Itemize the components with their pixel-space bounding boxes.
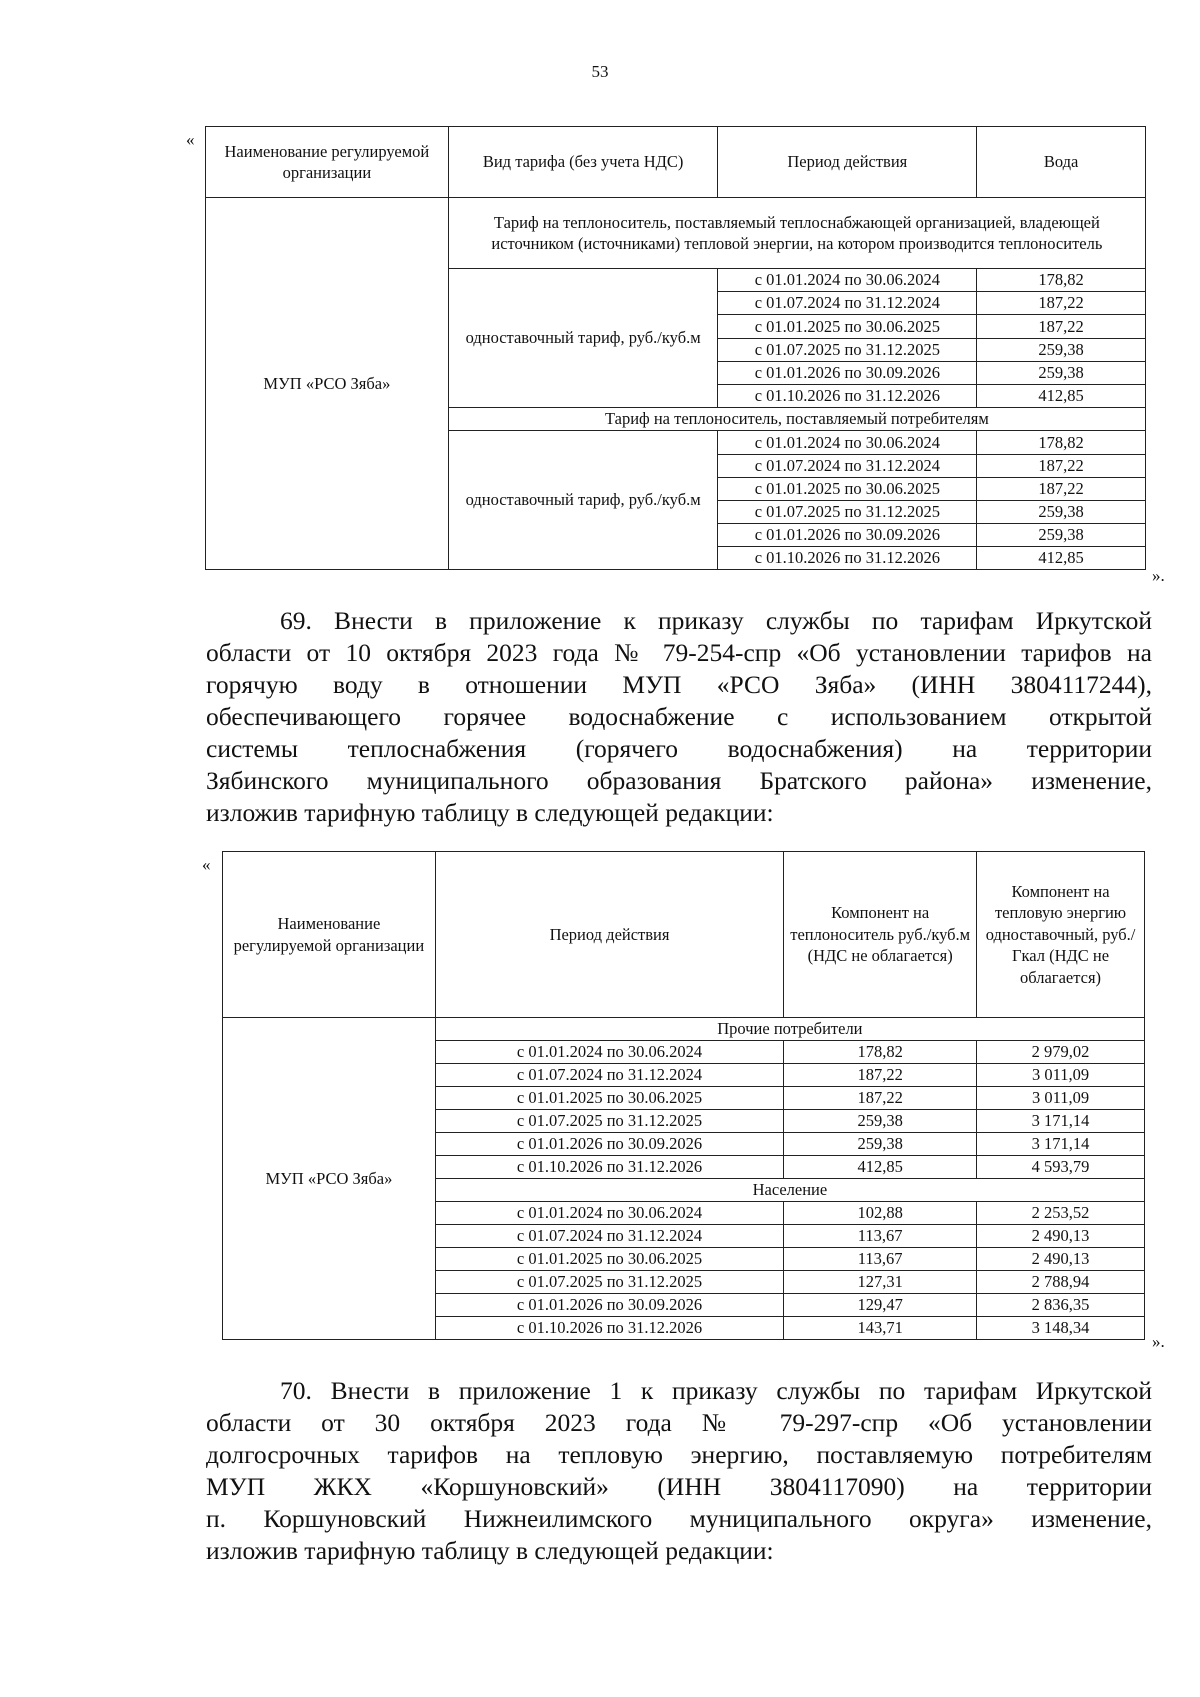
period-cell: с 01.10.2026 по 31.12.2026	[435, 1156, 783, 1179]
header-tariff-type: Вид тарифа (без учета НДС)	[448, 127, 718, 198]
paragraph-line: п. Коршуновский Нижнеилимского муниципального округа» изменение,	[206, 1504, 1152, 1533]
value-cell: 187,22	[977, 292, 1146, 315]
value-cell: 412,85	[977, 384, 1146, 407]
period-cell: с 01.01.2026 по 30.09.2026	[435, 1294, 783, 1317]
section-title: Тариф на теплоноситель, поставляемый потребителям	[448, 408, 1145, 431]
header-carrier-component: Компонент на теплоноситель руб./куб.м (НДС не облагается)	[784, 852, 977, 1018]
paragraph-line: изложив тарифную таблицу в следующей редакции:	[206, 798, 774, 827]
energy-cell: 3 011,09	[977, 1064, 1145, 1087]
energy-cell: 3 171,14	[977, 1133, 1145, 1156]
energy-cell: 2 836,35	[977, 1294, 1145, 1317]
header-period: Период действия	[718, 127, 977, 198]
org-cell: МУП «РСО Зяба»	[223, 1018, 436, 1340]
energy-cell: 2 490,13	[977, 1248, 1145, 1271]
table-header-row	[223, 852, 1145, 1018]
value-cell: 259,38	[977, 338, 1146, 361]
header-org: Наименование регулируемой организации	[206, 127, 449, 198]
period-cell: с 01.01.2024 по 30.06.2024	[718, 269, 977, 292]
value-cell: 259,38	[977, 361, 1146, 384]
close-quote-table1: ».	[1152, 566, 1165, 585]
period-cell: с 01.07.2025 по 31.12.2025	[435, 1110, 783, 1133]
period-cell: с 01.10.2026 по 31.12.2026	[435, 1317, 783, 1340]
value-cell: 412,85	[977, 547, 1146, 570]
carrier-cell: 259,38	[784, 1133, 977, 1156]
paragraph-line: области от 30 октября 2023 года № 79-297-спр «Об установлении	[206, 1408, 1152, 1437]
energy-cell: 2 788,94	[977, 1271, 1145, 1294]
table-header-row	[206, 127, 1146, 198]
period-cell: с 01.01.2025 по 30.06.2025	[435, 1087, 783, 1110]
paragraph-line: МУП ЖКХ «Коршуновский» (ИНН 3804117090) на территории	[206, 1472, 1152, 1501]
carrier-cell: 178,82	[784, 1041, 977, 1064]
close-quote-table2: ».	[1152, 1332, 1165, 1351]
period-cell: с 01.10.2026 по 31.12.2026	[718, 384, 977, 407]
water-tariff-table	[205, 126, 1146, 570]
paragraph-69	[206, 605, 1152, 829]
header-period: Период действия	[435, 852, 783, 1018]
header-water: Вода	[977, 127, 1146, 198]
energy-cell: 2 979,02	[977, 1041, 1145, 1064]
section-title: Тариф на теплоноситель, поставляемый теплоснабжающей организацией, владеющей источником (источниками) тепловой энергии, на котором производится теплоноситель	[448, 198, 1145, 269]
period-cell: с 01.07.2025 по 31.12.2025	[718, 500, 977, 523]
open-quote-table1: «	[186, 130, 195, 149]
period-cell: с 01.07.2024 по 31.12.2024	[718, 454, 977, 477]
group-title: Население	[435, 1179, 1144, 1202]
open-quote-table2: «	[202, 855, 211, 874]
paragraph-line: 70. Внести в приложение 1 к приказу службы по тарифам Иркутской	[280, 1376, 1152, 1405]
period-cell: с 01.01.2024 по 30.06.2024	[435, 1041, 783, 1064]
carrier-cell: 127,31	[784, 1271, 977, 1294]
carrier-cell: 102,88	[784, 1202, 977, 1225]
carrier-cell: 143,71	[784, 1317, 977, 1340]
paragraph-line: области от 10 октября 2023 года № 79-254-спр «Об установлении тарифов на	[206, 638, 1152, 667]
tariff-type-cell: одноставочный тариф, руб./куб.м	[448, 431, 718, 570]
energy-cell: 3 011,09	[977, 1087, 1145, 1110]
period-cell: с 01.07.2025 по 31.12.2025	[718, 338, 977, 361]
value-cell: 178,82	[977, 269, 1146, 292]
value-cell: 259,38	[977, 500, 1146, 523]
period-cell: с 01.07.2024 по 31.12.2024	[718, 292, 977, 315]
header-energy-component: Компонент на тепловую энергию одноставочный, руб./Гкал (НДС не облагается)	[977, 852, 1145, 1018]
paragraph-line: горячую воду в отношении МУП «РСО Зяба» (ИНН 3804117244),	[206, 670, 1152, 699]
period-cell: с 01.10.2026 по 31.12.2026	[718, 547, 977, 570]
value-cell: 187,22	[977, 315, 1146, 338]
hot-water-tariff-table	[222, 851, 1145, 1340]
energy-cell: 3 171,14	[977, 1110, 1145, 1133]
paragraph-line: системы теплоснабжения (горячего водоснабжения) на территории	[206, 734, 1152, 763]
carrier-cell: 113,67	[784, 1248, 977, 1271]
paragraph-70	[206, 1375, 1152, 1567]
period-cell: с 01.01.2026 по 30.09.2026	[718, 524, 977, 547]
paragraph-line: обеспечивающего горячее водоснабжение с использованием открытой	[206, 702, 1152, 731]
page-number: 53	[591, 62, 609, 81]
carrier-cell: 412,85	[784, 1156, 977, 1179]
period-cell: с 01.07.2024 по 31.12.2024	[435, 1225, 783, 1248]
energy-cell: 4 593,79	[977, 1156, 1145, 1179]
carrier-cell: 259,38	[784, 1110, 977, 1133]
carrier-cell: 187,22	[784, 1064, 977, 1087]
paragraph-line: 69. Внести в приложение к приказу службы по тарифам Иркутской	[280, 606, 1152, 635]
value-cell: 187,22	[977, 454, 1146, 477]
group-title: Прочие потребители	[435, 1018, 1144, 1041]
energy-cell: 2 253,52	[977, 1202, 1145, 1225]
period-cell: с 01.01.2025 по 30.06.2025	[435, 1248, 783, 1271]
paragraph-line: Зябинского муниципального образования Братского района» изменение,	[206, 766, 1152, 795]
period-cell: с 01.07.2025 по 31.12.2025	[435, 1271, 783, 1294]
value-cell: 178,82	[977, 431, 1146, 454]
period-cell: с 01.01.2025 по 30.06.2025	[718, 477, 977, 500]
period-cell: с 01.01.2026 по 30.09.2026	[718, 361, 977, 384]
carrier-cell: 187,22	[784, 1087, 977, 1110]
value-cell: 187,22	[977, 477, 1146, 500]
paragraph-line: изложив тарифную таблицу в следующей редакции:	[206, 1536, 774, 1565]
value-cell: 259,38	[977, 524, 1146, 547]
period-cell: с 01.01.2024 по 30.06.2024	[718, 431, 977, 454]
carrier-cell: 113,67	[784, 1225, 977, 1248]
org-cell: МУП «РСО Зяба»	[206, 198, 449, 570]
carrier-cell: 129,47	[784, 1294, 977, 1317]
period-cell: с 01.01.2026 по 30.09.2026	[435, 1133, 783, 1156]
energy-cell: 3 148,34	[977, 1317, 1145, 1340]
header-org: Наименование регулируемой организации	[223, 852, 436, 1018]
tariff-type-cell: одноставочный тариф, руб./куб.м	[448, 269, 718, 408]
period-cell: с 01.01.2024 по 30.06.2024	[435, 1202, 783, 1225]
paragraph-line: долгосрочных тарифов на тепловую энергию, поставляемую потребителям	[206, 1440, 1152, 1469]
period-cell: с 01.07.2024 по 31.12.2024	[435, 1064, 783, 1087]
energy-cell: 2 490,13	[977, 1225, 1145, 1248]
period-cell: с 01.01.2025 по 30.06.2025	[718, 315, 977, 338]
